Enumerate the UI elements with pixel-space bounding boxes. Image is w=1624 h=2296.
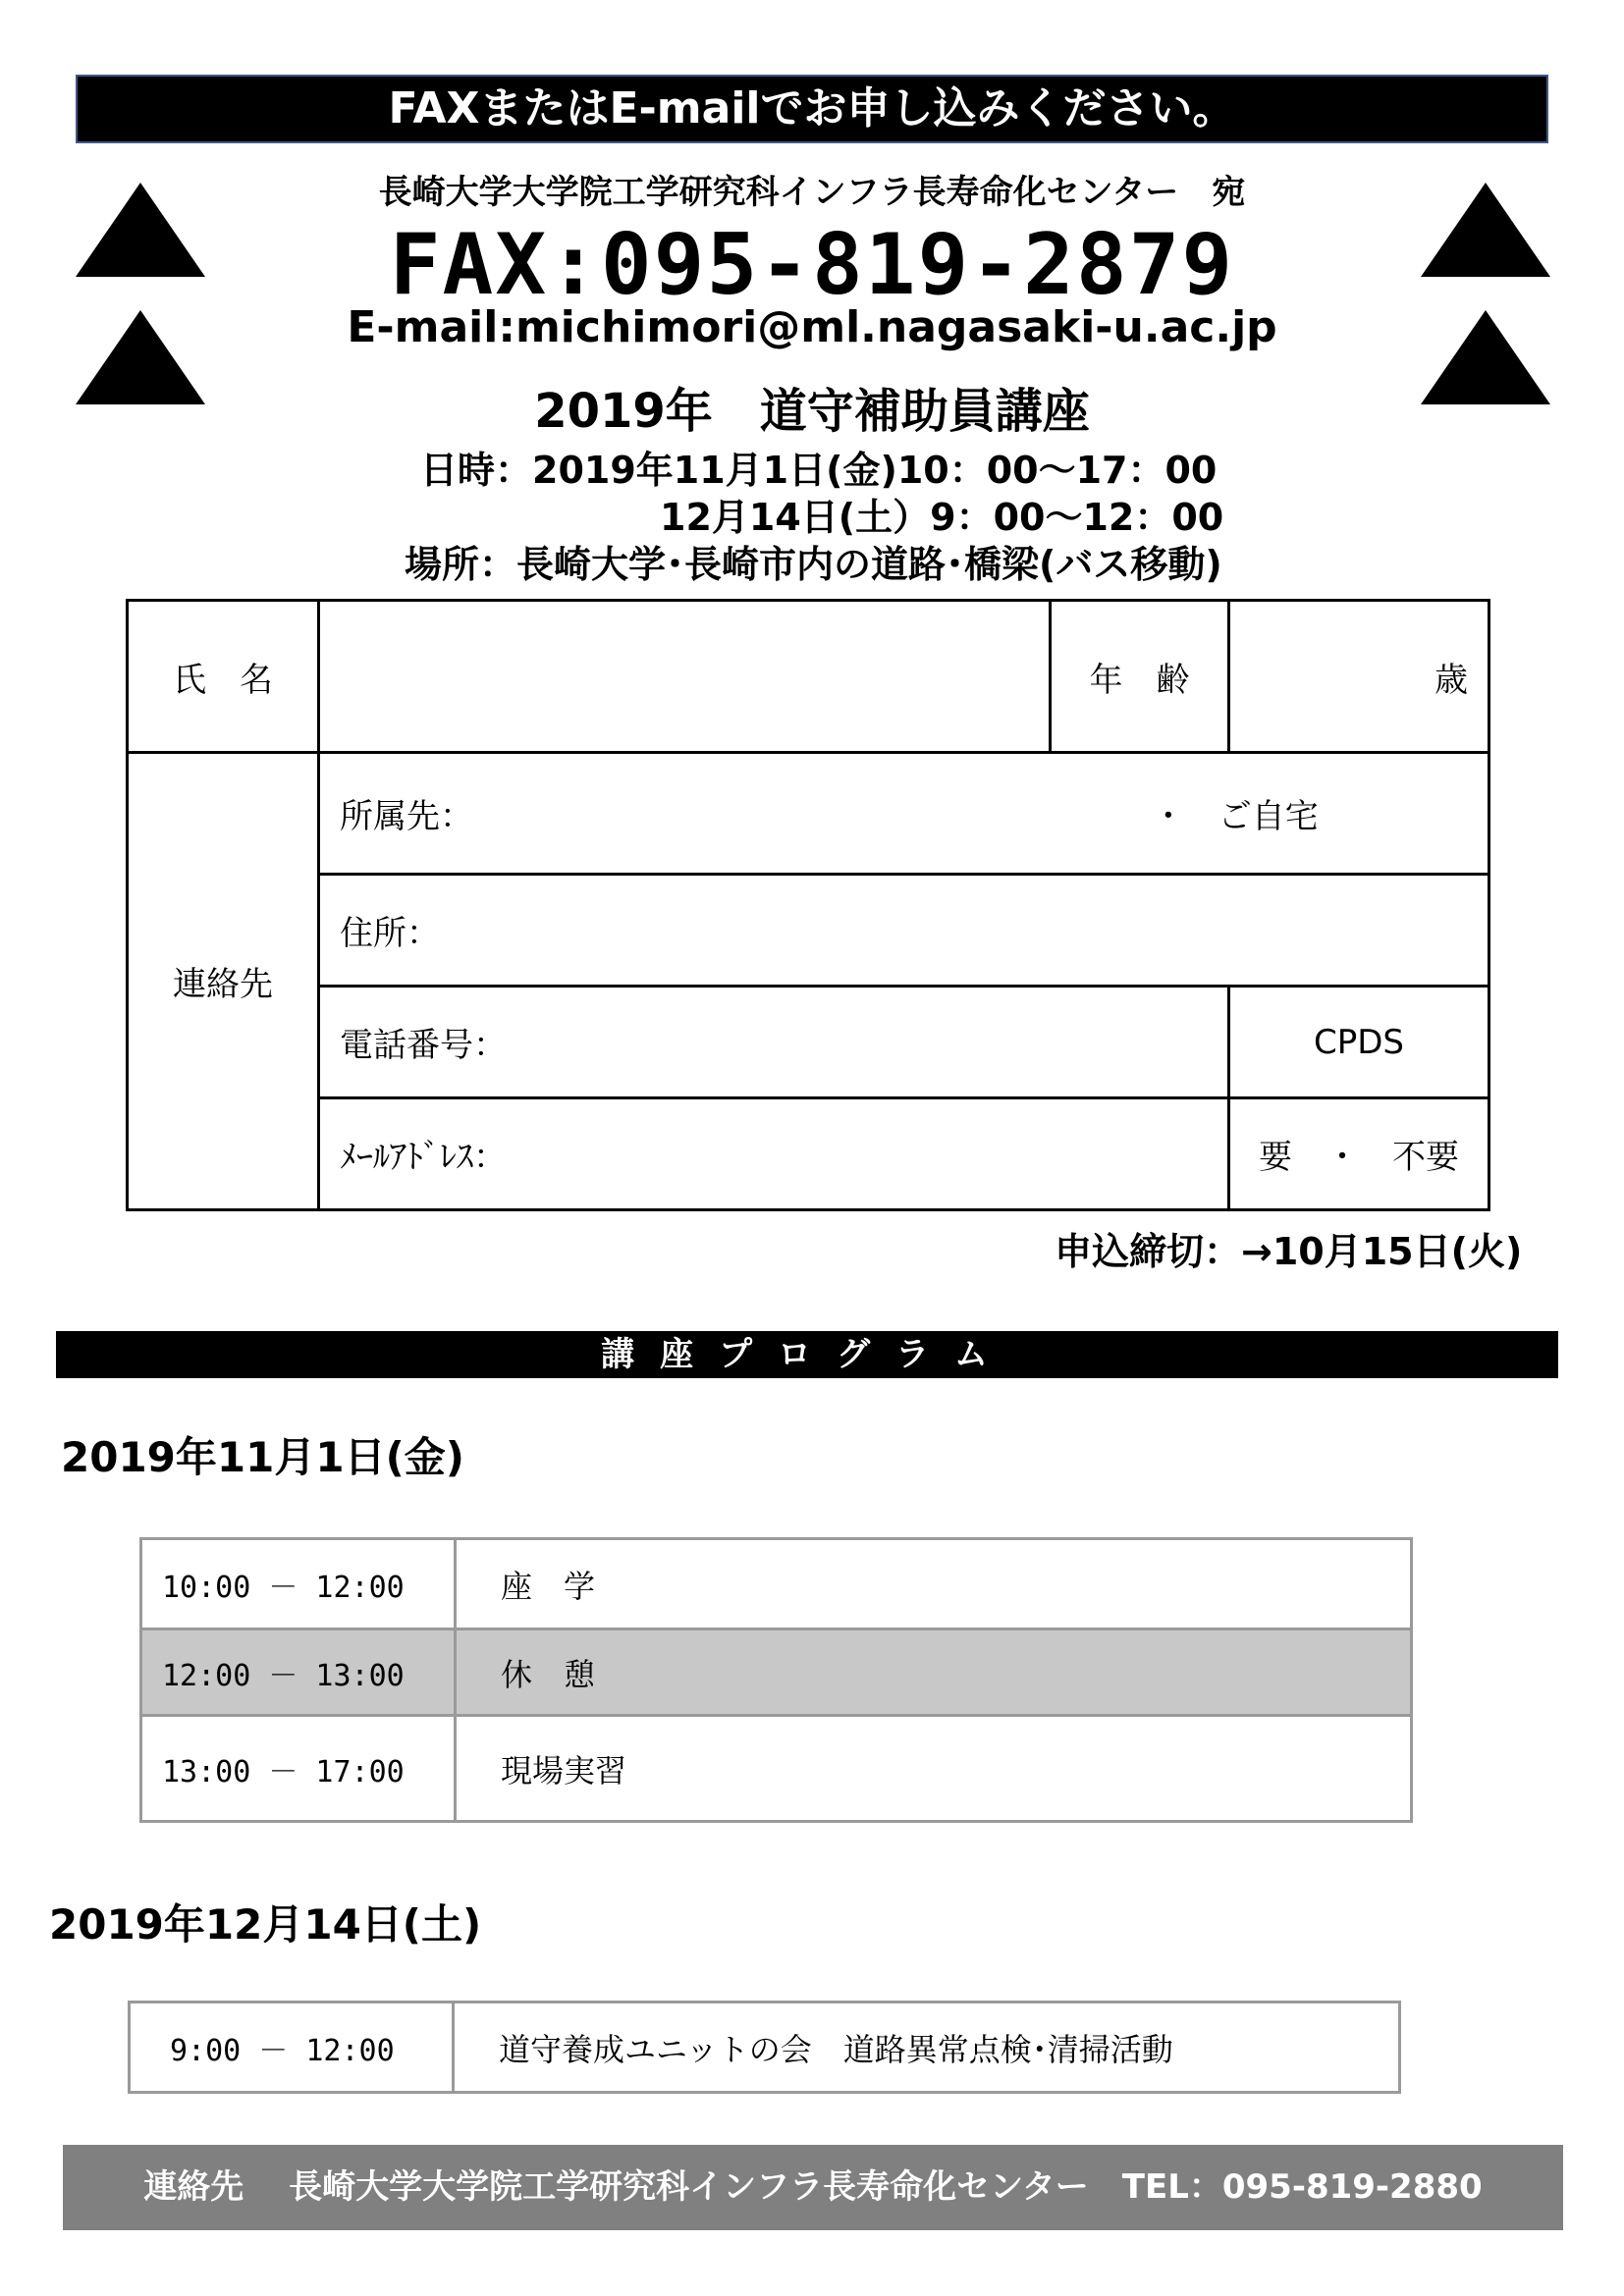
email-label: ﾒｰﾙｱﾄﾞﾚｽ： xyxy=(340,1138,507,1177)
schedule-activity: 現場実習 xyxy=(456,1716,1412,1822)
phone-label: 電話番号： xyxy=(340,1026,507,1065)
phone-field[interactable] xyxy=(319,987,1229,1098)
name-field[interactable] xyxy=(319,601,1051,753)
address-field[interactable] xyxy=(319,875,1489,987)
day2-date: 2019年12月14日(土) xyxy=(49,1900,482,1949)
age-field[interactable] xyxy=(1229,601,1489,753)
affiliation-label: 所属先： xyxy=(340,797,473,836)
schedule-activity: 休 憩 xyxy=(456,1629,1412,1716)
schedule-activity: 座 学 xyxy=(456,1539,1412,1629)
day1-date: 2019年11月1日(金) xyxy=(61,1433,464,1481)
recipient: 長崎大学大学院工学研究科インフラ長寿命化センター 宛 xyxy=(378,173,1246,212)
schedule-row xyxy=(141,1716,1412,1822)
schedule-row xyxy=(141,1629,1412,1716)
affiliation-field[interactable] xyxy=(319,753,1489,875)
cpds-options[interactable]: 要 ・ 不要 xyxy=(1229,1098,1489,1210)
datetime-line-2: 12月14日(土）9：00～12：00 xyxy=(660,496,1224,539)
datetime-line-1: 日時：2019年11月1日(金)10：00～17：00 xyxy=(420,449,1218,492)
home-label: ・ ご自宅 xyxy=(1151,797,1319,836)
age-label: 年 齢 xyxy=(1051,601,1229,753)
name-label: 氏 名 xyxy=(128,601,319,753)
age-unit: 歳 xyxy=(1435,660,1468,700)
application-form xyxy=(126,599,1490,1211)
cpds-label: CPDS xyxy=(1229,987,1489,1098)
email-address[interactable]: E-mail:michimori@ml.nagasaki-u.ac.jp xyxy=(347,302,1277,352)
address-label: 住所： xyxy=(340,914,440,953)
venue: 場所：長崎大学･長崎市内の道路･橋梁(バス移動) xyxy=(405,543,1222,586)
email-field[interactable] xyxy=(319,1098,1229,1210)
day2-schedule xyxy=(128,2001,1401,2094)
contact-label: 連絡先 xyxy=(128,753,319,1210)
footer-contact: 連絡先 長崎大学大学院工学研究科インフラ長寿命化センター TEL：095-819-2880 xyxy=(63,2145,1563,2230)
schedule-activity: 道守養成ユニットの会 道路異常点検･清掃活動 xyxy=(454,2002,1400,2093)
apply-banner: FAXまたはE-mailでお申し込みください。 xyxy=(76,75,1548,143)
schedule-time: 13:00 － 17:00 xyxy=(141,1716,456,1822)
schedule-row xyxy=(130,2002,1400,2093)
schedule-row xyxy=(141,1539,1412,1629)
day1-schedule xyxy=(139,1537,1413,1823)
course-title: 2019年 道守補助員講座 xyxy=(534,384,1090,439)
schedule-time: 9:00 － 12:00 xyxy=(130,2002,454,2093)
fax-number: FAX:095-819-2879 xyxy=(389,216,1235,314)
program-header: 講座プログラム xyxy=(56,1331,1558,1378)
schedule-time: 12:00 － 13:00 xyxy=(141,1629,456,1716)
deadline: 申込締切：→10月15日(火) xyxy=(1055,1230,1523,1273)
schedule-time: 10:00 － 12:00 xyxy=(141,1539,456,1629)
